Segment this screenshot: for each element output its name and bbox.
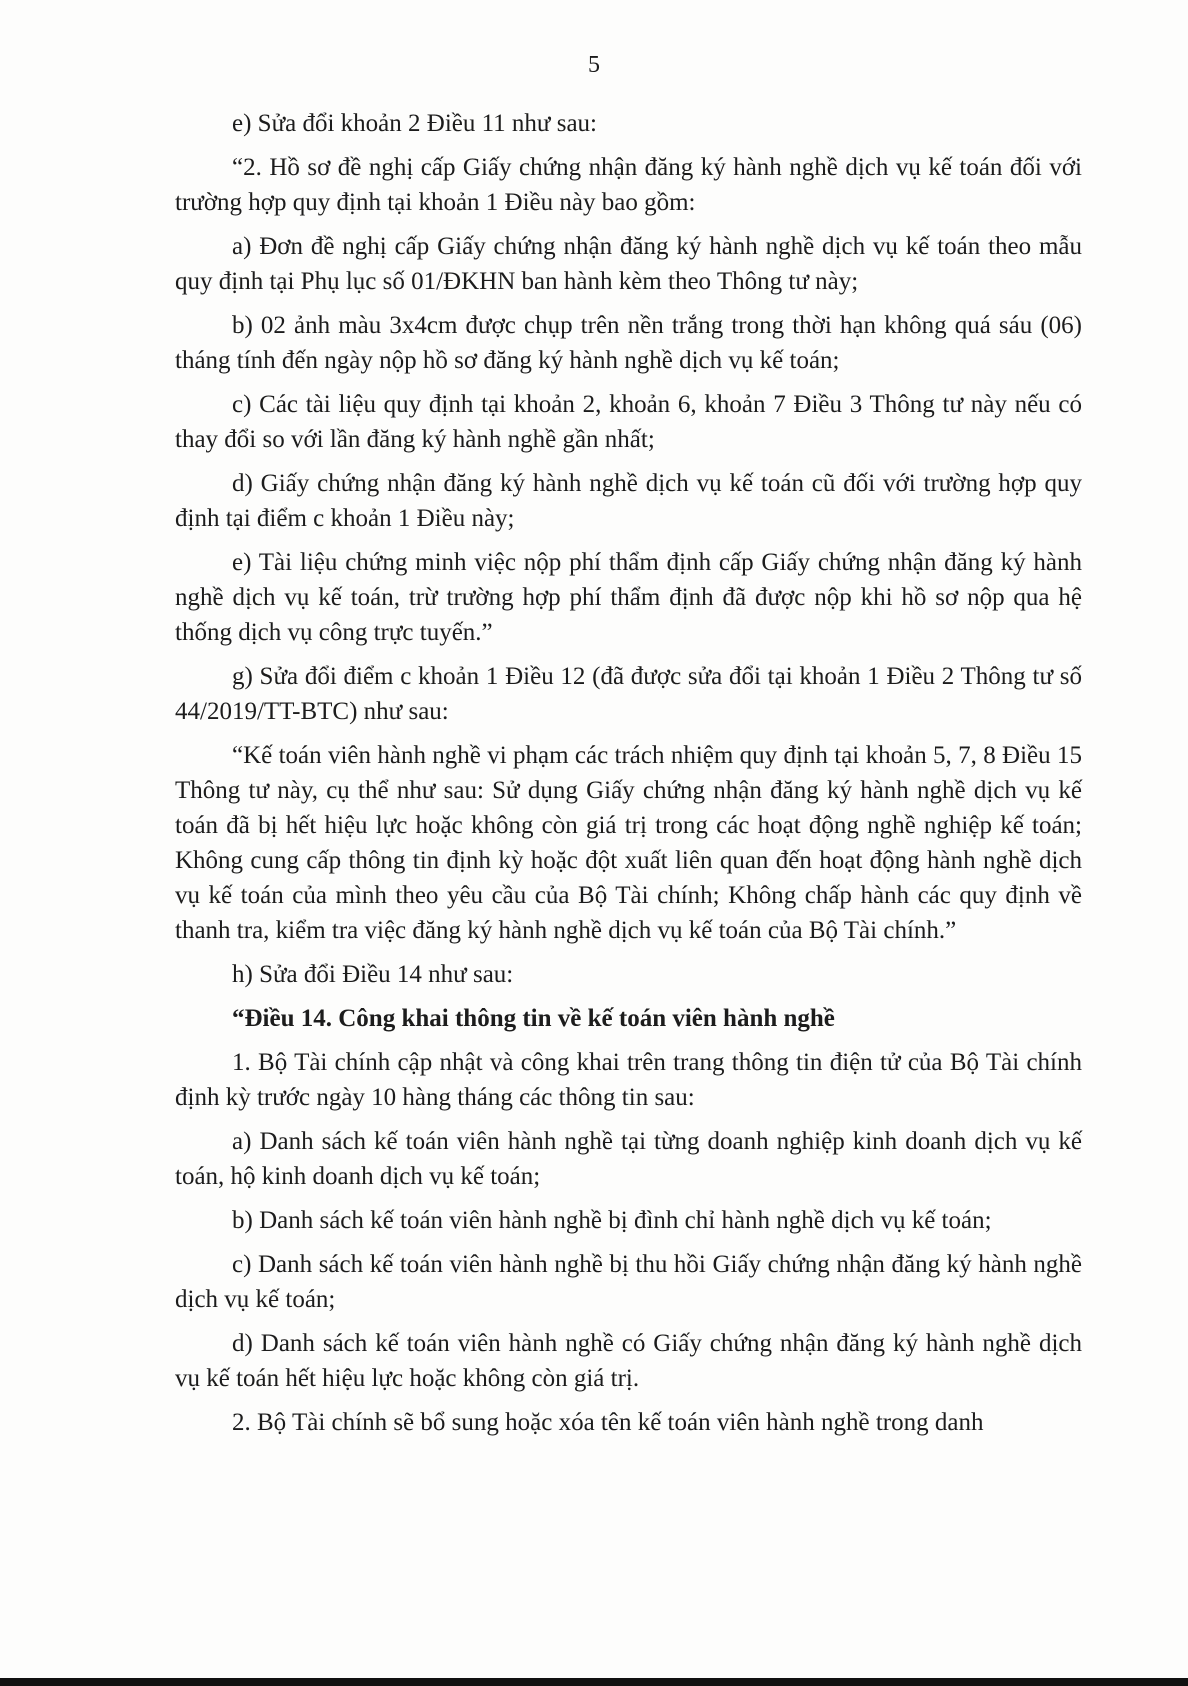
paragraph: e) Tài liệu chứng minh việc nộp phí thẩm định cấp Giấy chứng nhận đăng ký hành nghề dịch vụ kế toán, trừ trường hợp phí thẩm định đã được nộp khi hồ sơ nộp qua hệ thống dịch vụ công trực tuyến.” bbox=[175, 549, 1082, 646]
paragraph: e) Sửa đổi khoản 2 Điều 11 như sau: bbox=[232, 110, 598, 137]
paragraph: g) Sửa đổi điểm c khoản 1 Điều 12 (đã được sửa đổi tại khoản 1 Điều 2 Thông tư số 44/2019/TT-BTC) như sau: bbox=[175, 663, 1082, 725]
page-number: 5 bbox=[588, 52, 600, 78]
paragraph: d) Danh sách kế toán viên hành nghề có Giấy chứng nhận đăng ký hành nghề dịch vụ kế toán hết hiệu lực hoặc không còn giá trị. bbox=[175, 1330, 1082, 1392]
paragraph: 2. Bộ Tài chính sẽ bổ sung hoặc xóa tên kế toán viên hành nghề trong danh bbox=[232, 1409, 984, 1436]
scan-bottom-edge bbox=[0, 1678, 1188, 1686]
paragraph: “Kế toán viên hành nghề vi phạm các trách nhiệm quy định tại khoản 5, 7, 8 Điều 15 Thông tư này, cụ thể như sau: Sử dụng Giấy chứng nhận đăng ký hành nghề dịch vụ kế toán đã bị hết hiệu lực hoặc không còn giá trị trong các hoạt động nghề nghiệp kế toán; Không cung cấp thông tin định kỳ hoặc đột xuất liên quan đến hoạt động hành nghề dịch vụ kế toán của mình theo yêu cầu của Bộ Tài chính; Không chấp hành các quy định về thanh tra, kiểm tra việc đăng ký hành nghề dịch vụ kế toán của Bộ Tài chính.” bbox=[175, 742, 1082, 944]
paragraph: c) Các tài liệu quy định tại khoản 2, khoản 6, khoản 7 Điều 3 Thông tư này nếu có thay đổi so với lần đăng ký hành nghề gần nhất; bbox=[175, 391, 1082, 453]
paragraph: “2. Hồ sơ đề nghị cấp Giấy chứng nhận đăng ký hành nghề dịch vụ kế toán đối với trường hợp quy định tại khoản 1 Điều này bao gồm: bbox=[175, 154, 1082, 216]
paragraph: b) 02 ảnh màu 3x4cm được chụp trên nền trắng trong thời hạn không quá sáu (06) tháng tính đến ngày nộp hồ sơ đăng ký hành nghề dịch vụ kế toán; bbox=[175, 312, 1082, 374]
paragraph: b) Danh sách kế toán viên hành nghề bị đình chỉ hành nghề dịch vụ kế toán; bbox=[232, 1207, 992, 1234]
article-heading: “Điều 14. Công khai thông tin về kế toán viên hành nghề bbox=[232, 1005, 835, 1032]
paragraph: a) Danh sách kế toán viên hành nghề tại từng doanh nghiệp kinh doanh dịch vụ kế toán, hộ kinh doanh dịch vụ kế toán; bbox=[175, 1128, 1082, 1190]
paragraph: d) Giấy chứng nhận đăng ký hành nghề dịch vụ kế toán cũ đối với trường hợp quy định tại điểm c khoản 1 Điều này; bbox=[175, 470, 1082, 532]
paragraph: 1. Bộ Tài chính cập nhật và công khai trên trang thông tin điện tử của Bộ Tài chính định kỳ trước ngày 10 hàng tháng các thông tin sau: bbox=[175, 1049, 1082, 1111]
paragraph: a) Đơn đề nghị cấp Giấy chứng nhận đăng ký hành nghề dịch vụ kế toán theo mẫu quy định tại Phụ lục số 01/ĐKHN ban hành kèm theo Thông tư này; bbox=[175, 233, 1082, 295]
paragraph: h) Sửa đổi Điều 14 như sau: bbox=[232, 961, 514, 988]
paragraph: c) Danh sách kế toán viên hành nghề bị thu hồi Giấy chứng nhận đăng ký hành nghề dịch vụ kế toán; bbox=[175, 1251, 1082, 1313]
document-body bbox=[175, 106, 1082, 1449]
